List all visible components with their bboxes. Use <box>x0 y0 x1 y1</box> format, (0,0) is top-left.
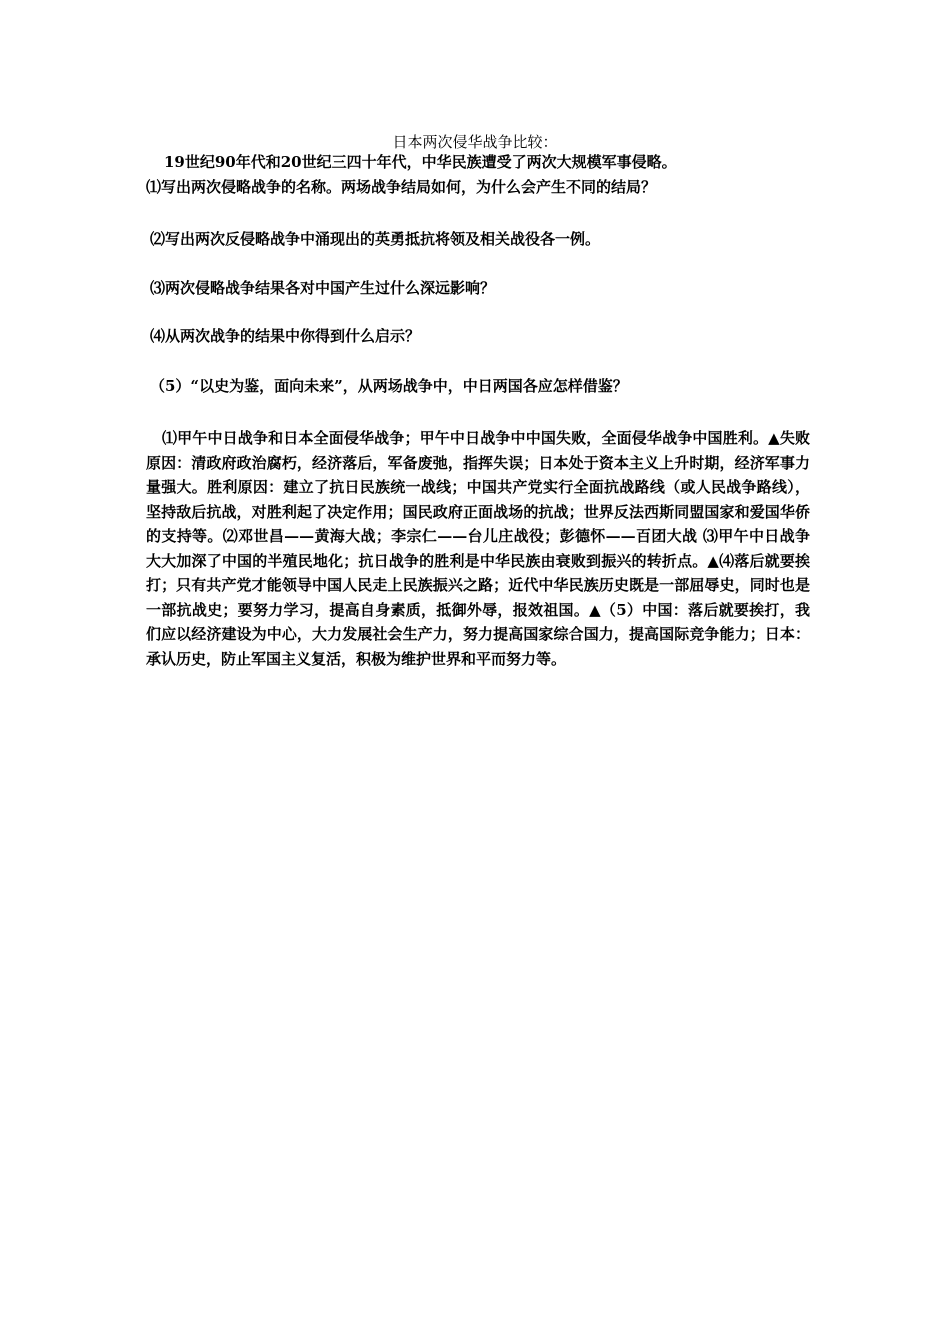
answer-paragraph: ⑴甲午中日战争和日本全面侵华战争；甲午中日战争中中国失败，全面侵华战争中国胜利。▲失败原因：清政府政治腐朽，经济落后，军备废弛，指挥失误；日本处于资本主义上升时期，经济军事力量强大。胜利原因：建立了抗日民族统一战线；中国共产党实行全面抗战路线（或人民战争路线），坚持敌后抗战，对胜利起了决定作用；国民政府正面战场的抗战；世界反法西斯同盟国家和爱国华侨的支持等。⑵邓世昌——黄海大战；李宗仁——台儿庄战役；彭德怀——百团大战 ⑶甲午中日战争大大加深了中国的半殖民地化；抗日战争的胜利是中华民族由衰败到振兴的转折点。▲⑷落后就要挨打；只有共产党才能领导中国人民走上民族振兴之路；近代中华民族历史既是一部屈辱史，同时也是一部抗战史；要努力学习，提高自身素质，抵御外辱，报效祖国。▲（5）中国：落后就要挨打，我们应以经济建设为中心，大力发展社会生产力，努力提高国家综合国力，提高国际竞争能力；日本：承认历史，防止军国主义复活，积极为维护世界和平而努力等。 <box>146 429 810 668</box>
document-title: 日本两次侵华战争比较： <box>392 133 558 151</box>
question-2: ⑵写出两次反侵略战争中涌现出的英勇抵抗将领及相关战役各一例。 <box>150 230 601 248</box>
question-1: ⑴写出两次侵略战争的名称。两场战争结局如何，为什么会产生不同的结局？ <box>146 178 657 196</box>
document-intro: 19世纪90年代和20世纪三四十年代，中华民族遭受了两次大规模军事侵略。 <box>164 153 677 171</box>
question-3: ⑶两次侵略战争结果各对中国产生过什么深远影响？ <box>150 279 496 297</box>
question-5: （5）“以史为鉴，面向未来”，从两场战争中，中日两国各应怎样借鉴？ <box>150 377 628 395</box>
question-4: ⑷从两次战争的结果中你得到什么启示？ <box>150 327 421 345</box>
